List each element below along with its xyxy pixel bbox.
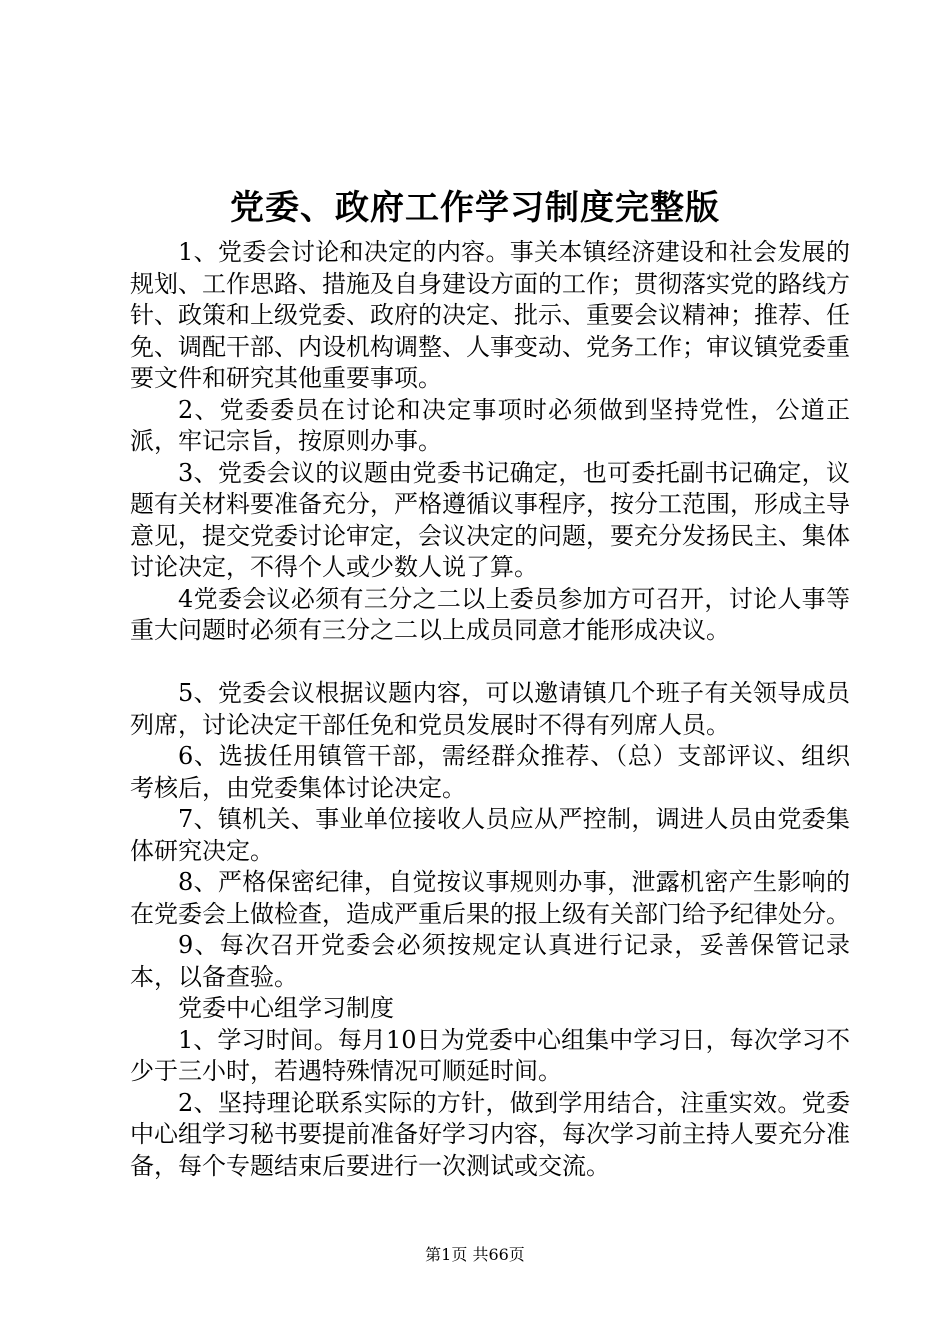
blank-line bbox=[130, 647, 850, 679]
document-body bbox=[130, 237, 850, 1182]
paragraph-1: 1、党委会讨论和决定的内容。事关本镇经济建设和社会发展的规划、工作思路、措施及自身建设方面的工作；贯彻落实党的路线方针、政策和上级党委、政府的决定、批示、重要会议精神；推荐、任免、调配干部、内设机构调整、人事变动、党务工作；审议镇党委重要文件和研究其他重要事项。 bbox=[130, 238, 850, 392]
paragraph-9: 9、每次召开党委会必须按规定认真进行记录，妥善保管记录本，以备查验。 bbox=[130, 931, 850, 991]
study-paragraph-2: 2、坚持理论联系实际的方针，做到学用结合，注重实效。党委中心组学习秘书要提前准备好学习内容，每次学习前主持人要充分准备，每个专题结束后要进行一次测试或交流。 bbox=[130, 1088, 850, 1180]
paragraph-7: 7、镇机关、事业单位接收人员应从严控制，调进人员由党委集体研究决定。 bbox=[130, 805, 850, 865]
section-heading-study-system: 党委中心组学习制度 bbox=[178, 994, 394, 1022]
paragraph-8: 8、严格保密纪律，自觉按议事规则办事，泄露机密产生影响的在党委会上做检查，造成严重后果的报上级有关部门给予纪律处分。 bbox=[130, 868, 850, 928]
paragraph-3: 3、党委会议的议题由党委书记确定，也可委托副书记确定，议题有关材料要准备充分，严格遵循议事程序，按分工范围，形成主导意见，提交党委讨论审定，会议决定的问题，要充分发扬民主、集体讨论决定，不得个人或少数人说了算。 bbox=[130, 458, 850, 581]
paragraph-5: 5、党委会议根据议题内容，可以邀请镇几个班子有关领导成员列席，讨论决定干部任免和党员发展时不得有列席人员。 bbox=[130, 679, 850, 739]
page-number: 第1页 共66页 bbox=[425, 1245, 525, 1264]
paragraph-6: 6、选拔任用镇管干部，需经群众推荐、（总）支部评议、组织考核后，由党委集体讨论决定。 bbox=[130, 742, 850, 802]
study-paragraph-1: 1、学习时间。每月10日为党委中心组集中学习日，每次学习不少于三小时，若遇特殊情况可顺延时间。 bbox=[130, 1025, 850, 1085]
paragraph-4: 4党委会议必须有三分之二以上委员参加方可召开，讨论人事等重大问题时必须有三分之二以上成员同意才能形成决议。 bbox=[130, 584, 850, 644]
document-title: 党委、政府工作学习制度完整版 bbox=[230, 188, 720, 228]
paragraph-2: 2、党委委员在讨论和决定事项时必须做到坚持党性，公道正派，牢记宗旨，按原则办事。 bbox=[130, 395, 850, 455]
